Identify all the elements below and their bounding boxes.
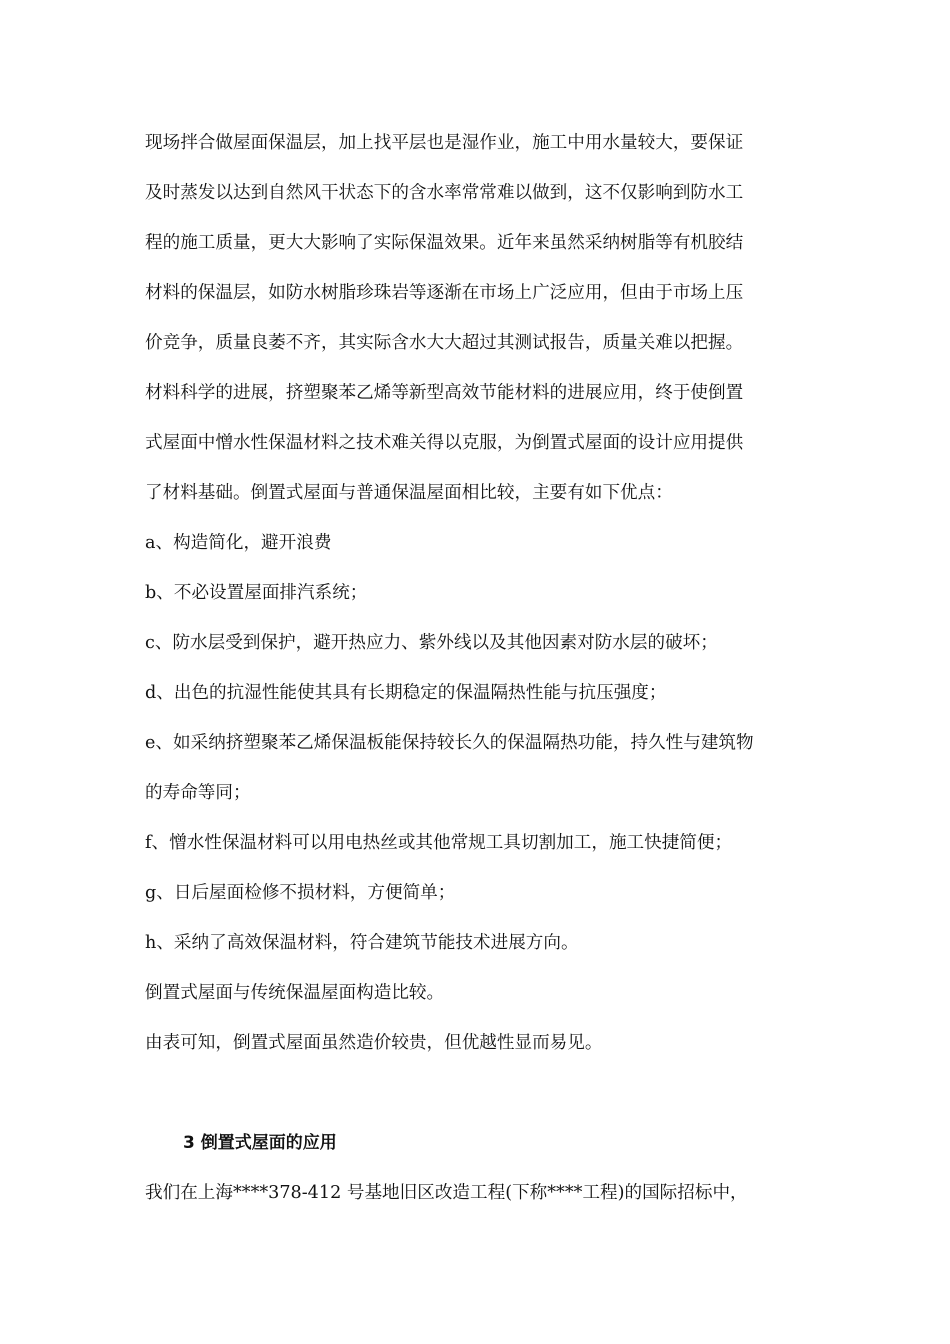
section-intro-line: 我们在上海****378-412 号基地旧区改造工程(下称****工程)的国际招标中， [145,1183,748,1203]
advantage-item-b: b、不必设置屋面排汽系统； [145,583,368,603]
body-line-4: 材料的保温层，如防水树脂珍珠岩等逐渐在市场上广泛应用，但由于市场上压 [145,283,744,303]
section-heading: 3 倒置式屋面的应用 [183,1133,337,1153]
body-line-8: 了材料基础。倒置式屋面与普通保温屋面相比较，主要有如下优点： [145,483,673,503]
body-line-3: 程的施工质量，更大大影响了实际保温效果。近年来虽然采纳树脂等有机胶结 [145,233,744,253]
body-line-1: 现场拌合做屋面保温层，加上找平层也是湿作业，施工中用水量较大，要保证 [145,133,744,153]
body-line-6: 材料科学的进展，挤塑聚苯乙烯等新型高效节能材料的进展应用，终于使倒置 [145,383,744,403]
advantage-item-e-cont: 的寿命等同； [145,783,251,803]
advantage-item-h: h、采纳了高效保温材料，符合建筑节能技术进展方向。 [145,933,579,953]
body-line-2: 及时蒸发以达到自然风干状态下的含水率常常难以做到，这不仅影响到防水工 [145,183,744,203]
summary-line: 由表可知，倒置式屋面虽然造价较贵，但优越性显而易见。 [145,1033,603,1053]
advantage-item-c: c、防水层受到保护，避开热应力、紫外线以及其他因素对防水层的破坏； [145,633,718,653]
advantage-item-d: d、出色的抗湿性能使其具有长期稳定的保温隔热性能与抗压强度； [145,683,667,703]
advantage-item-g: g、日后屋面检修不损材料，方便简单； [145,883,456,903]
advantage-item-e: e、如采纳挤塑聚苯乙烯保温板能保持较长久的保温隔热功能，持久性与建筑物 [145,733,754,753]
section-spacer [145,1068,810,1118]
body-line-7: 式屋面中憎水性保温材料之技术难关得以克服，为倒置式屋面的设计应用提供 [145,433,744,453]
advantage-item-f: f、憎水性保温材料可以用电热丝或其他常规工具切割加工，施工快捷简便； [145,833,733,853]
document-body [145,118,810,1218]
body-line-5: 价竞争，质量良萎不齐，其实际含水大大超过其测试报告，质量关难以把握。 [145,333,744,353]
comparison-line: 倒置式屋面与传统保温屋面构造比较。 [145,983,445,1003]
advantage-item-a: a、构造简化，避开浪费 [145,533,332,553]
